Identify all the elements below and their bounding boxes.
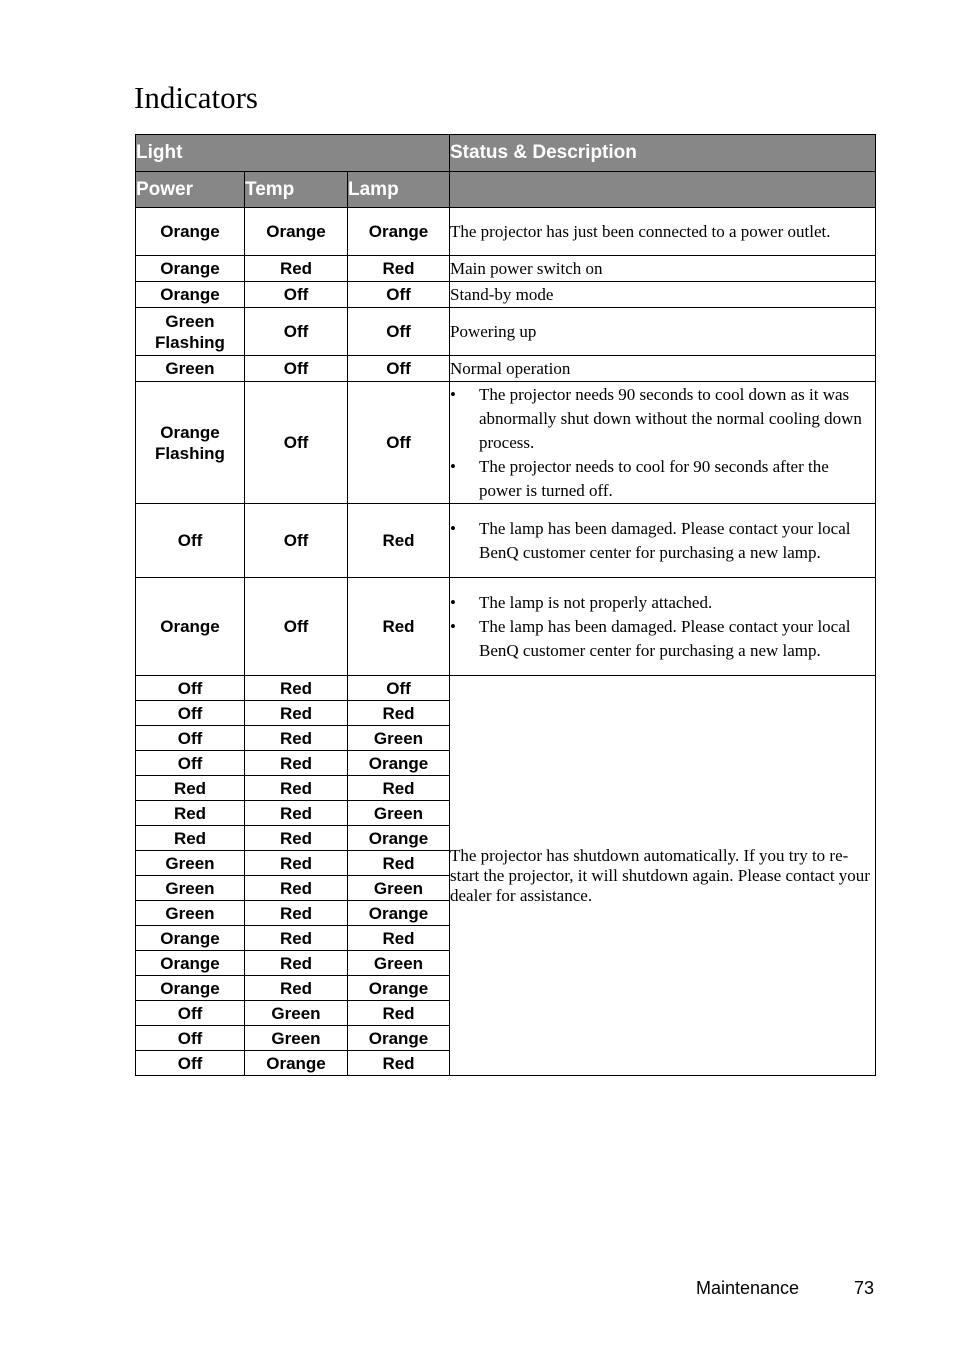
- temp-cell: Red: [245, 826, 348, 851]
- lamp-cell: Orange: [348, 826, 450, 851]
- power-cell: Red: [136, 776, 245, 801]
- temp-cell: Red: [245, 976, 348, 1001]
- temp-cell: Green: [245, 1001, 348, 1026]
- shutdown-description-cell: The projector has shutdown automatically. If you try to re-start the projector, it will shutdown again. Please contact your dealer for assistance.: [450, 676, 876, 1076]
- power-cell: Orange: [136, 976, 245, 1001]
- description-cell: Main power switch on: [450, 256, 876, 282]
- table-row: [136, 578, 876, 676]
- lamp-cell: Orange: [348, 751, 450, 776]
- temp-cell: Red: [245, 801, 348, 826]
- temp-cell: Red: [245, 256, 348, 282]
- lamp-cell: Red: [348, 1001, 450, 1026]
- power-cell: Green: [136, 356, 245, 382]
- power-cell: Orange: [136, 578, 245, 676]
- lamp-cell: Off: [348, 356, 450, 382]
- power-cell: Orange: [136, 926, 245, 951]
- temp-cell: Red: [245, 726, 348, 751]
- lamp-cell: Off: [348, 282, 450, 308]
- footer-section-label: Maintenance: [696, 1278, 800, 1298]
- power-cell: Orange Flashing: [136, 382, 245, 504]
- temp-cell: Red: [245, 901, 348, 926]
- lamp-cell: Orange: [348, 1026, 450, 1051]
- lamp-cell: Red: [348, 504, 450, 578]
- bullet-item: • The lamp is not properly attached.: [450, 591, 875, 615]
- header-lamp: Lamp: [348, 172, 450, 208]
- bullet-list: [450, 383, 875, 503]
- power-cell: Off: [136, 701, 245, 726]
- lamp-cell: Off: [348, 308, 450, 356]
- description-cell: Powering up: [450, 308, 876, 356]
- lamp-cell: Red: [348, 851, 450, 876]
- lamp-cell: Red: [348, 776, 450, 801]
- temp-cell: Red: [245, 776, 348, 801]
- temp-cell: Off: [245, 308, 348, 356]
- page-title: Indicators: [134, 80, 258, 115]
- lamp-cell: Orange: [348, 976, 450, 1001]
- bullet-list: [450, 591, 875, 663]
- description-cell: Normal operation: [450, 356, 876, 382]
- temp-cell: Orange: [245, 208, 348, 256]
- temp-cell: Red: [245, 676, 348, 701]
- lamp-cell: Green: [348, 876, 450, 901]
- temp-cell: Red: [245, 701, 348, 726]
- lamp-cell: Green: [348, 726, 450, 751]
- power-cell: Green: [136, 876, 245, 901]
- header-power: Power: [136, 172, 245, 208]
- lamp-cell: Orange: [348, 901, 450, 926]
- table-row: [136, 504, 876, 578]
- description-cell: [450, 578, 876, 676]
- header-status: Status & Description: [450, 135, 876, 172]
- description-cell: [450, 382, 876, 504]
- power-cell: Green Flashing: [136, 308, 245, 356]
- table-row: [136, 356, 876, 382]
- table-row: [136, 208, 876, 256]
- lamp-cell: Red: [348, 701, 450, 726]
- power-cell: Green: [136, 851, 245, 876]
- description-cell: [450, 504, 876, 578]
- power-cell: Off: [136, 676, 245, 701]
- power-cell: Off: [136, 751, 245, 776]
- bullet-item: • The projector needs 90 seconds to cool down as it was abnormally shut down without the normal cooling down process.: [450, 383, 875, 455]
- power-cell: Off: [136, 504, 245, 578]
- power-cell: Off: [136, 1001, 245, 1026]
- power-cell: Orange: [136, 282, 245, 308]
- temp-cell: Off: [245, 578, 348, 676]
- table-row: [136, 282, 876, 308]
- header-blank: [450, 172, 876, 208]
- lamp-cell: Red: [348, 256, 450, 282]
- power-cell: Green: [136, 901, 245, 926]
- power-cell: Red: [136, 801, 245, 826]
- description-cell: Stand-by mode: [450, 282, 876, 308]
- power-cell: Orange: [136, 951, 245, 976]
- power-cell: Off: [136, 1051, 245, 1076]
- bullet-list: [450, 517, 875, 565]
- temp-cell: Off: [245, 382, 348, 504]
- temp-cell: Red: [245, 876, 348, 901]
- lamp-cell: Orange: [348, 208, 450, 256]
- table-row: [136, 382, 876, 504]
- temp-cell: Red: [245, 926, 348, 951]
- lamp-cell: Green: [348, 801, 450, 826]
- header-temp: Temp: [245, 172, 348, 208]
- temp-cell: Orange: [245, 1051, 348, 1076]
- power-cell: Off: [136, 726, 245, 751]
- indicators-table: [135, 134, 876, 1076]
- bullet-item: • The lamp has been damaged. Please contact your local BenQ customer center for purchasing a new lamp.: [450, 517, 875, 565]
- temp-cell: Red: [245, 751, 348, 776]
- temp-cell: Red: [245, 851, 348, 876]
- power-cell: Red: [136, 826, 245, 851]
- lamp-cell: Off: [348, 382, 450, 504]
- header-light: Light: [136, 135, 450, 172]
- table-row: [136, 676, 876, 701]
- power-cell: Off: [136, 1026, 245, 1051]
- lamp-cell: Red: [348, 926, 450, 951]
- table-row: [136, 308, 876, 356]
- temp-cell: Off: [245, 356, 348, 382]
- bullet-item: • The projector needs to cool for 90 seconds after the power is turned off.: [450, 455, 875, 503]
- page-number: 73: [854, 1278, 875, 1298]
- bullet-item: • The lamp has been damaged. Please contact your local BenQ customer center for purchasing a new lamp.: [450, 615, 875, 663]
- power-cell: Orange: [136, 256, 245, 282]
- temp-cell: Off: [245, 282, 348, 308]
- lamp-cell: Red: [348, 1051, 450, 1076]
- temp-cell: Red: [245, 951, 348, 976]
- lamp-cell: Green: [348, 951, 450, 976]
- temp-cell: Green: [245, 1026, 348, 1051]
- lamp-cell: Red: [348, 578, 450, 676]
- temp-cell: Off: [245, 504, 348, 578]
- power-cell: Orange: [136, 208, 245, 256]
- table-row: [136, 256, 876, 282]
- lamp-cell: Off: [348, 676, 450, 701]
- description-cell: The projector has just been connected to a power outlet.: [450, 208, 876, 256]
